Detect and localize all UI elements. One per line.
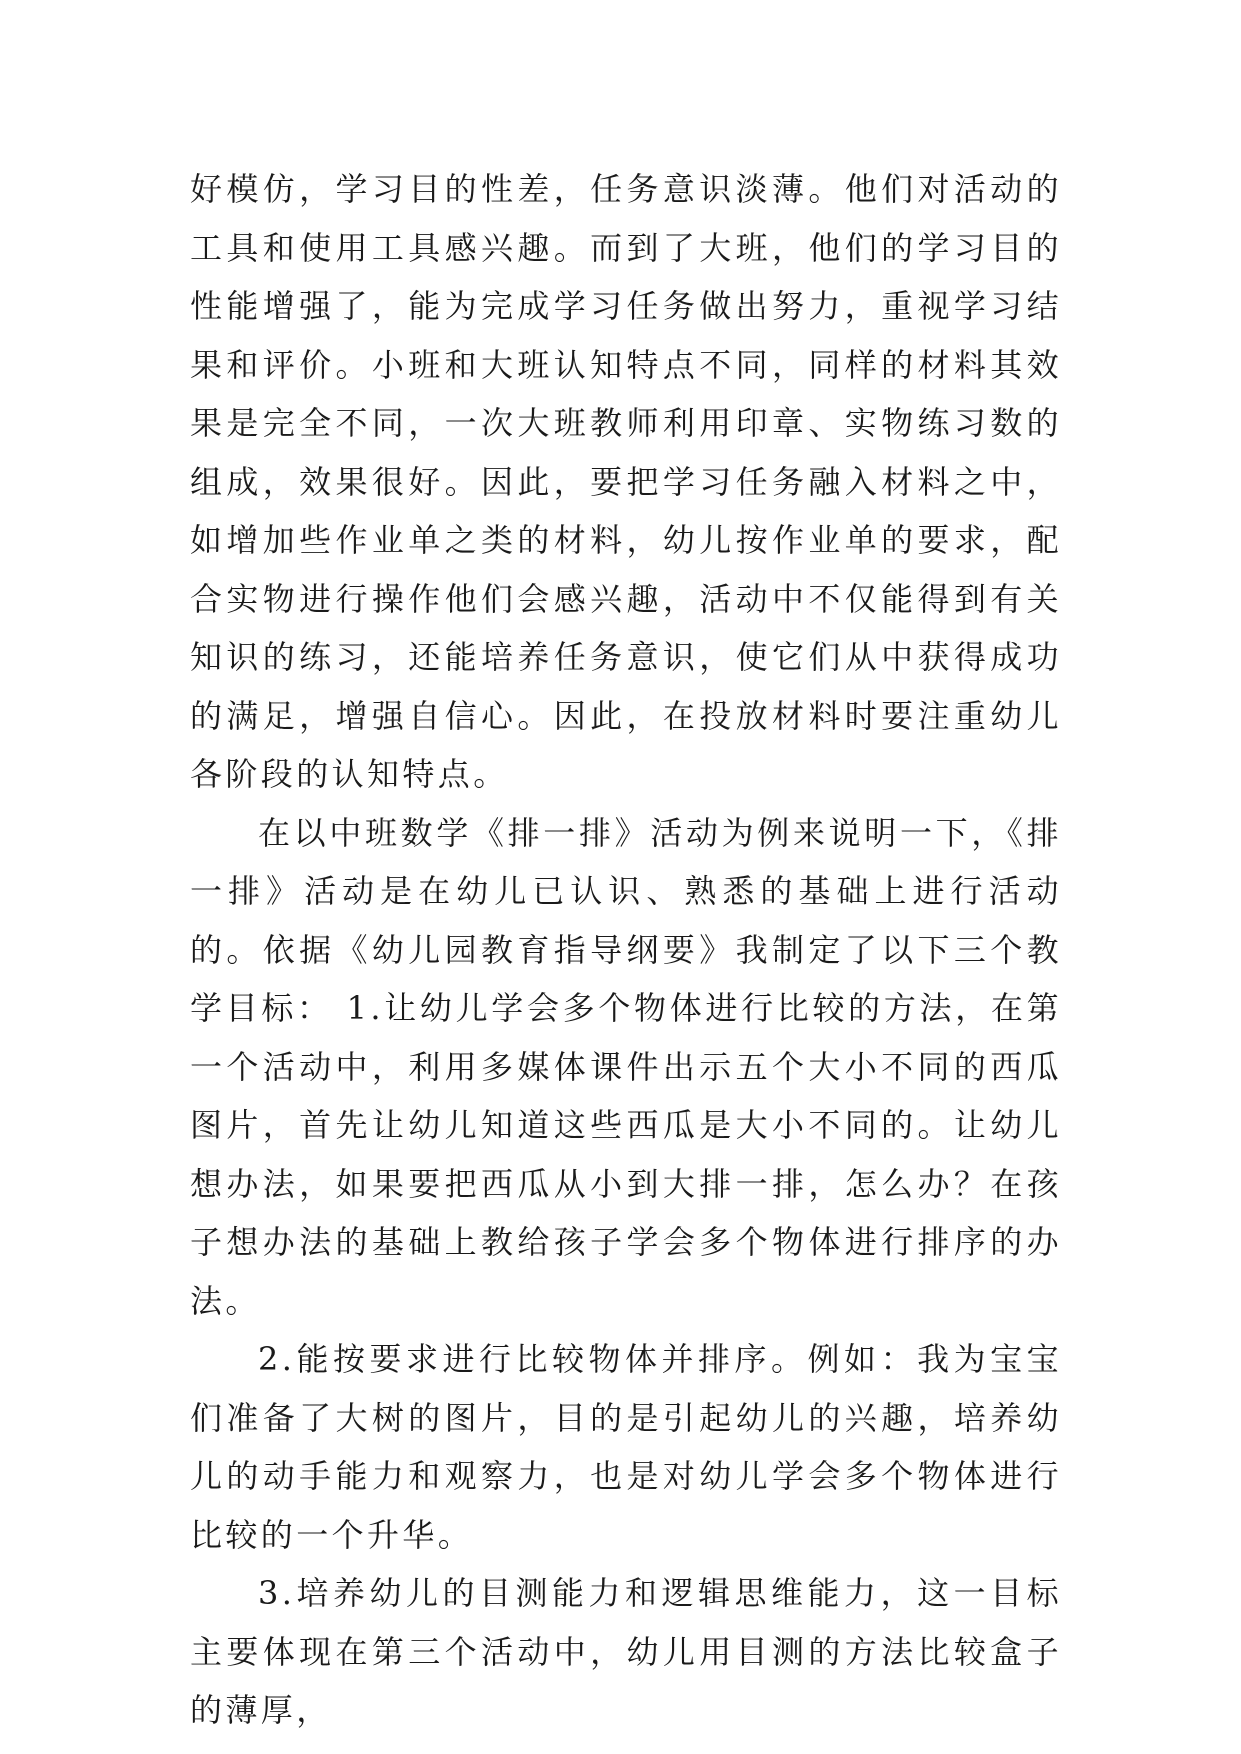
paragraph-1: 好模仿，学习目的性差，任务意识淡薄。他们对活动的工具和使用工具感兴趣。而到了大班，他们的学习目的性能增强了，能为完成学习任务做出努力，重视学习结果和评价。小班和大班认知特点不同，同样的材料其效果是完全不同，一次大班教师利用印章、实物练习数的组成，效果很好。因此，要把学习任务融入材料之中，如增加些作业单之类的材料，幼儿按作业单的要求，配合实物进行操作他们会感兴趣，活动中不仅能得到有关知识的练习，还能培养任务意识，使它们从中获得成功的满足，增强自信心。因此，在投放材料时要注重幼儿各阶段的认知特点。 <box>190 170 1062 793</box>
document-body <box>190 160 1062 1740</box>
paragraph-2: 在以中班数学《排一排》活动为例来说明一下，《排一排》活动是在幼儿已认识、熟悉的基础上进行活动的。依据《幼儿园教育指导纲要》我制定了以下三个教学目标： 1.让幼儿学会多个物体进行比较的方法，在第一个活动中，利用多媒体课件出示五个大小不同的西瓜图片，首先让幼儿知道这些西瓜是大小不同的。让幼儿想办法，如果要把西瓜从小到大排一排，怎么办？在孩子想办法的基础上教给孩子学会多个物体进行排序的办法。 <box>190 813 1062 1320</box>
paragraph-4: 3.培养幼儿的目测能力和逻辑思维能力，这一目标主要体现在第三个活动中，幼儿用目测的方法比较盒子的薄厚， <box>190 1574 1062 1729</box>
paragraph-3: 2.能按要求进行比较物体并排序。例如：我为宝宝们准备了大树的图片，目的是引起幼儿的兴趣，培养幼儿的动手能力和观察力，也是对幼儿学会多个物体进行比较的一个升华。 <box>190 1340 1062 1554</box>
